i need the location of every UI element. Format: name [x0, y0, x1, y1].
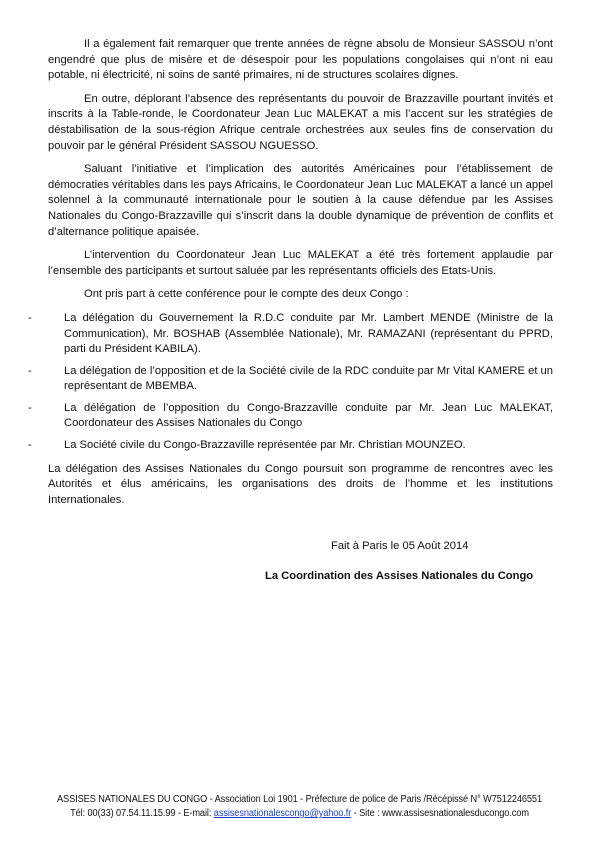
delegation-list: [28, 311, 553, 454]
closing-paragraph: La délégation des Assises Nationales du Congo poursuit son programme de rencontres avec les Autorités et élus américains, les organisations des droits de l’homme et les institutions Internationales.: [48, 462, 553, 506]
list-dash: -: [28, 401, 32, 414]
list-item: - La délégation de l’opposition du Congo-Brazzaville conduite par Mr. Jean Luc MALEKAT, Coordonateur des Assises Nationales du Congo: [28, 401, 553, 430]
list-item: - La délégation du Gouvernement la R.D.C conduite par Mr. Lambert MENDE (Ministre de la Communication), Mr. BOSHAB (Assemblée Nationale), Mr. RAMAZANI (représentant du PPRD, parti du Président KABILA).: [28, 311, 553, 356]
footer-line-1: ASSISES NATIONALES DU CONGO - Association Loi 1901 - Préfecture de police de Paris /Récépissé N° W7512246551: [57, 794, 542, 805]
list-dash: -: [28, 439, 32, 452]
document-body: [28, 37, 553, 516]
paragraph-participants-intro: Ont pris part à cette conférence pour le compte des deux Congo :: [84, 288, 409, 301]
paragraph-appeal: Saluant l’initiative et l’implication des autorités Américaines pour l’établissement de démocraties véritables dans les pays Africains, le Coordonateur Jean Luc MALEKAT a lancé un appel solennel à la communauté internationale pour le soutien à la cause défendue par les Assises Nationales du Congo-Brazzaville qui s’inscrit dans la double dynamique de prévention de conflits et d’alternance politique apaisée.: [48, 163, 553, 238]
date-line: Fait à Paris le 05 Août 2014: [331, 540, 469, 552]
footer-site: - Site : www.assisesnationalesducongo.com: [351, 808, 529, 819]
paragraph-destabilisation: En outre, déplorant l’absence des représentants du pouvoir de Brazzaville pourtant invités et inscrits à la Table-ronde, le Coordonateur Jean Luc MALEKAT a mis l’accent sur les stratégies de déstabilisation de la sous-région Afrique centrale orchestrées aux seules fins de conservation du pouvoir par le général Président SASSOU NGUESSO.: [48, 92, 553, 152]
footer-phone: Tél: 00(33) 07.54.11.15.99 - E-mail:: [70, 808, 214, 819]
paragraph-applause: L’intervention du Coordonateur Jean Luc MALEKAT a été très fortement applaudie par l’ensemble des participants et surtout saluée par les représentants officiels des Etats-Unis.: [48, 249, 553, 277]
list-item: - La délégation de l’opposition et de la Société civile de la RDC conduite par Mr Vital KAMERE et un représentant de MBEMBA.: [28, 364, 553, 393]
paragraph-sassou-record: Il a également fait remarquer que trente années de règne absolu de Monsieur SASSOU n’ont engendré que plus de misère et de désespoir pour les populations congolaises qui n’ont ni eau potable, ni électricité, ni soins de santé primaires, ni de structures scolaires dignes.: [48, 38, 553, 82]
signature: La Coordination des Assises Nationales du Congo: [265, 570, 534, 582]
list-item: - La Société civile du Congo-Brazzaville représentée par Mr. Christian MOUNZEO.: [28, 438, 553, 454]
email-link[interactable]: assisesnationalescongo@yahoo.fr: [213, 808, 352, 819]
list-dash: -: [28, 311, 32, 324]
footer-line-2: [24, 808, 575, 819]
list-dash: -: [28, 364, 32, 377]
